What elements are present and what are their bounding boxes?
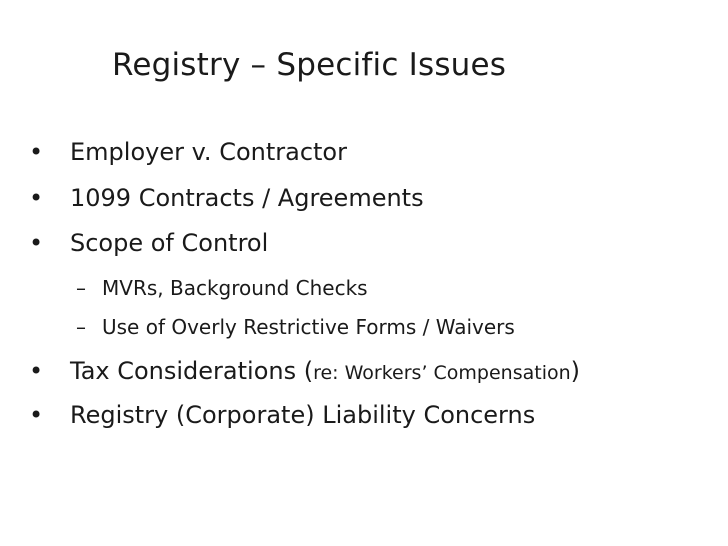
sub-bullet-marker: – bbox=[76, 276, 86, 300]
bullet-marker: • bbox=[29, 401, 44, 429]
sub-bullet-text: MVRs, Background Checks bbox=[102, 276, 368, 300]
bullet-text-inline-note: re: Workers’ Compensation bbox=[313, 362, 571, 384]
bullet-text-suffix: ) bbox=[570, 357, 581, 385]
bullet-marker: • bbox=[29, 184, 44, 212]
slide-title: Registry – Specific Issues bbox=[112, 47, 507, 83]
bullet-text: 1099 Contracts / Agreements bbox=[70, 184, 424, 212]
sub-bullet-marker: – bbox=[76, 315, 86, 339]
bullet-text: Employer v. Contractor bbox=[70, 138, 347, 166]
bullet-text bbox=[70, 357, 580, 386]
bullet-marker: • bbox=[29, 138, 44, 166]
bullet-text: Registry (Corporate) Liability Concerns bbox=[70, 401, 536, 429]
sub-bullet-text: Use of Overly Restrictive Forms / Waivers bbox=[102, 315, 515, 339]
bullet-text-prefix: Tax Considerations ( bbox=[70, 357, 314, 385]
bullet-text: Scope of Control bbox=[70, 229, 269, 257]
bullet-marker: • bbox=[29, 357, 44, 385]
bullet-marker: • bbox=[29, 229, 44, 257]
